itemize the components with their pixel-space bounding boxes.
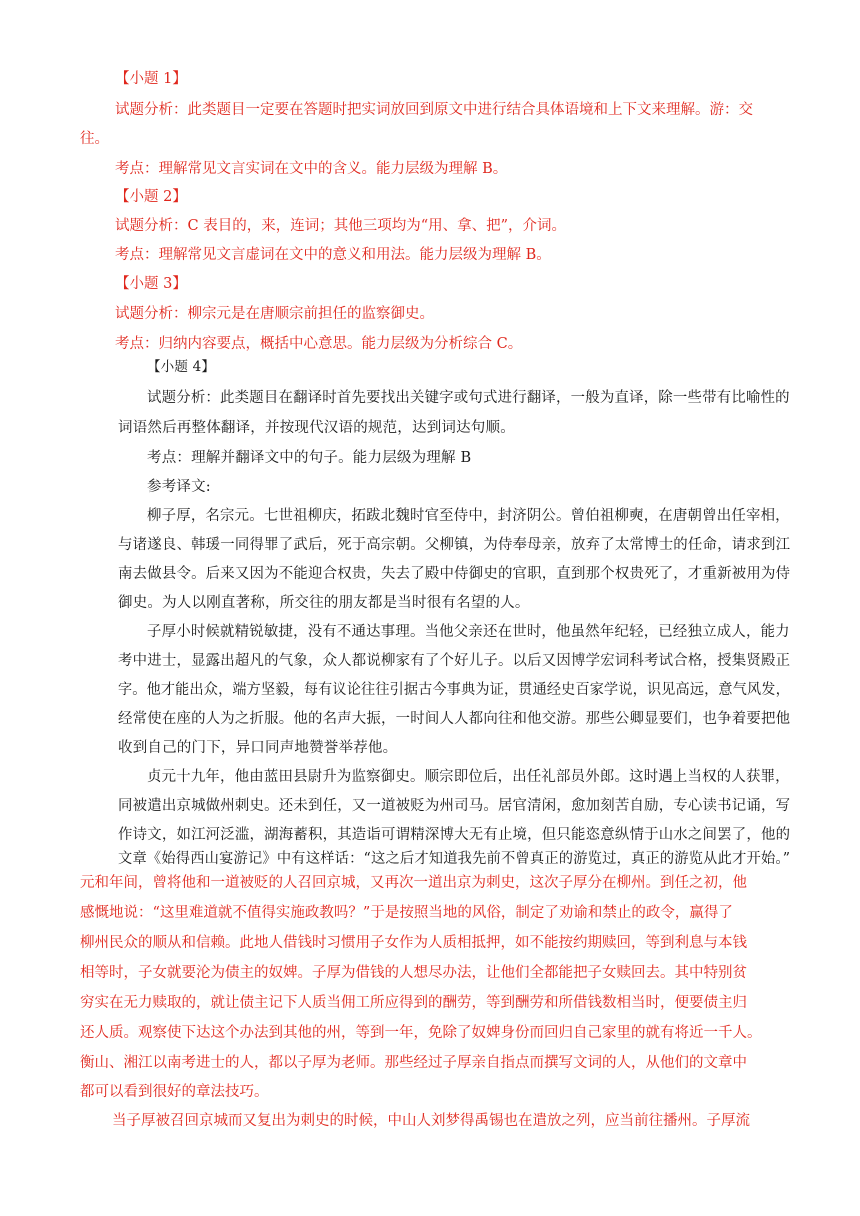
translation-red-line: 还人质。观察使下达这个办法到其他的州，等到一年，免除了奴婢身份而回归自己家里的就有将近一千人。 — [80, 1025, 762, 1041]
q1-analysis-line1: 试题分析：此类题目一定要在答题时把实词放回到原文中进行结合具体语境和上下文来理解。游：交 — [115, 102, 753, 118]
translation-red-line: 元和年间，曾将他和一道被贬的人召回京城，又再次一道出京为刺史，这次子厚分在柳州。到任之初，他 — [80, 875, 747, 891]
q4-ref-label: 参考译文: — [147, 479, 211, 495]
translation-red-line: 相等时，子女就要沦为债主的奴婢。子厚为借钱的人想尽办法，让他们全都能把子女赎回去。其中特别贫 — [80, 965, 747, 981]
q1-analysis-line2: 往。 — [80, 131, 109, 147]
q1-title: 【小题 1】 — [115, 71, 187, 87]
translation-red-line: 衡山、湘江以南考进士的人，都以子厚为老师。那些经过子厚亲自指点而撰写文词的人，从他们的文章中 — [80, 1055, 747, 1071]
translation-line: 子厚小时候就精锐敏捷，没有不通达事理。当他父亲还在世时，他虽然年纪轻，已经独立成人，能力 — [147, 624, 790, 640]
q3-point: 考点：归纳内容要点，概括中心意思。能力层级为分析综合 C。 — [115, 336, 523, 352]
translation-line: 柳子厚，名宗元。七世祖柳庆，拓跋北魏时官至侍中，封济阴公。曾伯祖柳奭，在唐朝曾出任宰相， — [147, 508, 790, 524]
translation-line: 作诗文，如江河泛滥，湖海蓄积，其造诣可谓精深博大无有止境，但只能恣意纵情于山水之间罢了，他的 — [118, 827, 791, 843]
q4-analysis-line2: 词语然后再整体翻译，并按现代汉语的规范，达到词达句顺。 — [118, 420, 515, 436]
translation-line: 考中进士，显露出超凡的气象，众人都说柳家有了个好儿子。以后又因博学宏词科考试合格，授集贤殿正 — [118, 653, 791, 669]
translation-line: 与诸遂良、韩瑗一同得罪了武后，死于高宗朝。父柳镇，为侍奉母亲，放弃了太常博士的任命，请求到江 — [118, 537, 791, 553]
q2-title: 【小题 2】 — [115, 189, 187, 205]
q4-analysis-line1: 试题分析：此类题目在翻译时首先要找出关键字或句式进行翻译，一般为直译，除一些带有比喻性的 — [147, 390, 790, 406]
translation-line: 贞元十九年，他由蓝田县尉升为监察御史。顺宗即位后，出任礼部员外郎。这时遇上当权的人获罪， — [147, 769, 790, 785]
q4-point: 考点：理解并翻译文中的句子。能力层级为理解 B — [147, 450, 472, 466]
translation-red-line: 都可以看到很好的章法技巧。 — [80, 1084, 269, 1100]
translation-line: 经常使在座的人为之折服。他的名声大振，一时间人人都向往和他交游。那些公卿显要们，也争着要把他 — [118, 711, 791, 727]
translation-red-line: 当子厚被召回京城而又复出为刺史的时候，中山人刘梦得禹锡也在遣放之列，应当前往播州。子厚流 — [112, 1113, 750, 1129]
translation-red-line: 感慨地说：“这里难道就不值得实施政教吗？”于是按照当地的风俗，制定了劝谕和禁止的政令，赢得了 — [80, 905, 733, 921]
translation-line: 同被遣出京城做州刺史。还未到任，又一道被贬为州司马。居官清闲，愈加刻苦自励，专心读书记诵，写 — [118, 798, 791, 814]
translation-red-line: 柳州民众的顺从和信赖。此地人借钱时习惯用子女作为人质相抵押，如不能按约期赎回，等到利息与本钱 — [80, 935, 747, 951]
translation-line: 御史。为人以刚直著称，所交往的朋友都是当时很有名望的人。 — [118, 595, 530, 611]
translation-line: 字。他才能出众，端方坚毅，每有议论往往引据古今事典为证，贯通经史百家学说，识见高远，意气风发， — [118, 682, 790, 698]
translation-line: 收到自己的门下，异口同声地赞誉举荐他。 — [118, 740, 398, 756]
q2-analysis: 试题分析：C 表目的，来，连词；其他三项均为“用、拿、把”，介词。 — [115, 218, 567, 234]
q2-point: 考点：理解常见文言虚词在文中的意义和用法。能力层级为理解 B。 — [115, 247, 551, 263]
q3-analysis: 试题分析：柳宗元是在唐顺宗前担任的监察御史。 — [115, 306, 434, 322]
translation-line: 文章《始得西山宴游记》中有这样话：“这之后才知道我先前不曾真正的游览过，真正的游览从此才开始。” — [118, 851, 791, 867]
q3-title: 【小题 3】 — [115, 276, 187, 292]
q1-point: 考点：理解常见文言实词在文中的含义。能力层级为理解 B。 — [115, 161, 508, 177]
translation-line: 南去做县令。后来又因为不能迎合权贵，失去了殿中侍御史的官职，直到那个权贵死了，才重新被用为侍 — [118, 566, 791, 582]
q4-title: 【小题 4】 — [147, 359, 216, 375]
translation-red-line: 穷实在无力赎取的，就让债主记下人质当佣工所应得到的酬劳，等到酬劳和所借钱数相当时，便要债主归 — [80, 995, 747, 1011]
